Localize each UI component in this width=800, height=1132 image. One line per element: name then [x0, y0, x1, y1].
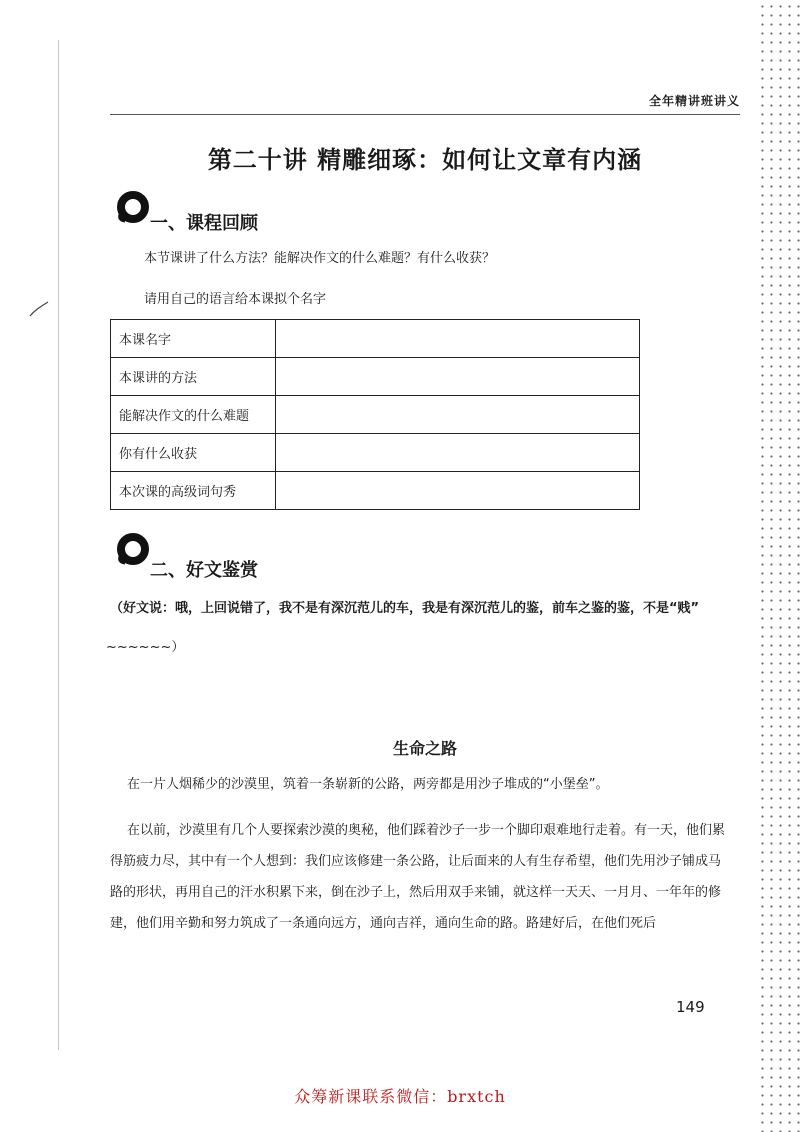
- dot-pattern-margin: [756, 0, 800, 1132]
- header-label: 全年精讲班讲义: [648, 94, 740, 108]
- table-label-cell: 本课名字: [111, 320, 276, 358]
- table-row: [111, 472, 640, 510]
- table-label-cell: 本次课的高级词句秀: [111, 472, 276, 510]
- article-paragraph: 在一片人烟稀少的沙漠里，筑着一条崭新的公路，两旁都是用沙子堆成的“小堡垒”。: [127, 777, 609, 792]
- review-table: [110, 319, 640, 510]
- table-label-cell: 你有什么收获: [111, 434, 276, 472]
- table-row: [111, 358, 640, 396]
- pen-mark: [28, 300, 50, 320]
- table-row: [111, 320, 640, 358]
- lecture-title: 第二十讲 精雕细琢：如何让文章有内涵: [207, 146, 643, 174]
- table-row: [111, 434, 640, 472]
- brush-circle-icon: [115, 190, 151, 224]
- binding-line: [58, 40, 59, 1050]
- editor-note: （好文说：哦，上回说错了，我不是有深沉范儿的车，我是有深沉范儿的鉴，前车之鉴的鉴，不是“贱”: [110, 601, 700, 616]
- answer-field[interactable]: [276, 472, 640, 510]
- review-instruction: 请用自己的语言给本课拟个名字: [144, 292, 327, 307]
- review-question: 本节课讲了什么方法？能解决作文的什么难题？有什么收获？: [144, 251, 496, 266]
- answer-field[interactable]: [276, 320, 640, 358]
- table-label-cell: 能解决作文的什么难题: [111, 396, 276, 434]
- editor-note-wave: ~~~~~~）: [106, 640, 185, 655]
- section-heading-appreciation: 二、好文鉴赏: [150, 560, 258, 581]
- answer-field[interactable]: [276, 358, 640, 396]
- watermark-text: 众筹新课联系微信：brxtch: [294, 1087, 506, 1106]
- table-label-cell: 本课讲的方法: [111, 358, 276, 396]
- brush-circle-icon: [115, 532, 151, 566]
- section-heading-review: 一、课程回顾: [150, 213, 258, 234]
- article-paragraph: 在以前，沙漠里有几个人要探索沙漠的奥秘，他们踩着沙子一步一个脚印艰难地行走着。有一天，他们累得筋疲力尽，其中有一个人想到：我们应该修建一条公路，让后面来的人有生存希望，他们先用沙子铺成马路的形状，再用自己的汗水积累下来，倒在沙子上，然后用双手来铺，就这样一天天、一月月、一年年的修建，他们用辛勤和努力筑成了一条通向远方，通向吉祥，通向生命的路。路建好后，在他们死后: [110, 823, 726, 931]
- answer-field[interactable]: [276, 434, 640, 472]
- answer-field[interactable]: [276, 396, 640, 434]
- header-divider: [110, 114, 740, 115]
- page-number: 149: [676, 998, 705, 1016]
- table-row: [111, 396, 640, 434]
- article-title: 生命之路: [392, 739, 457, 758]
